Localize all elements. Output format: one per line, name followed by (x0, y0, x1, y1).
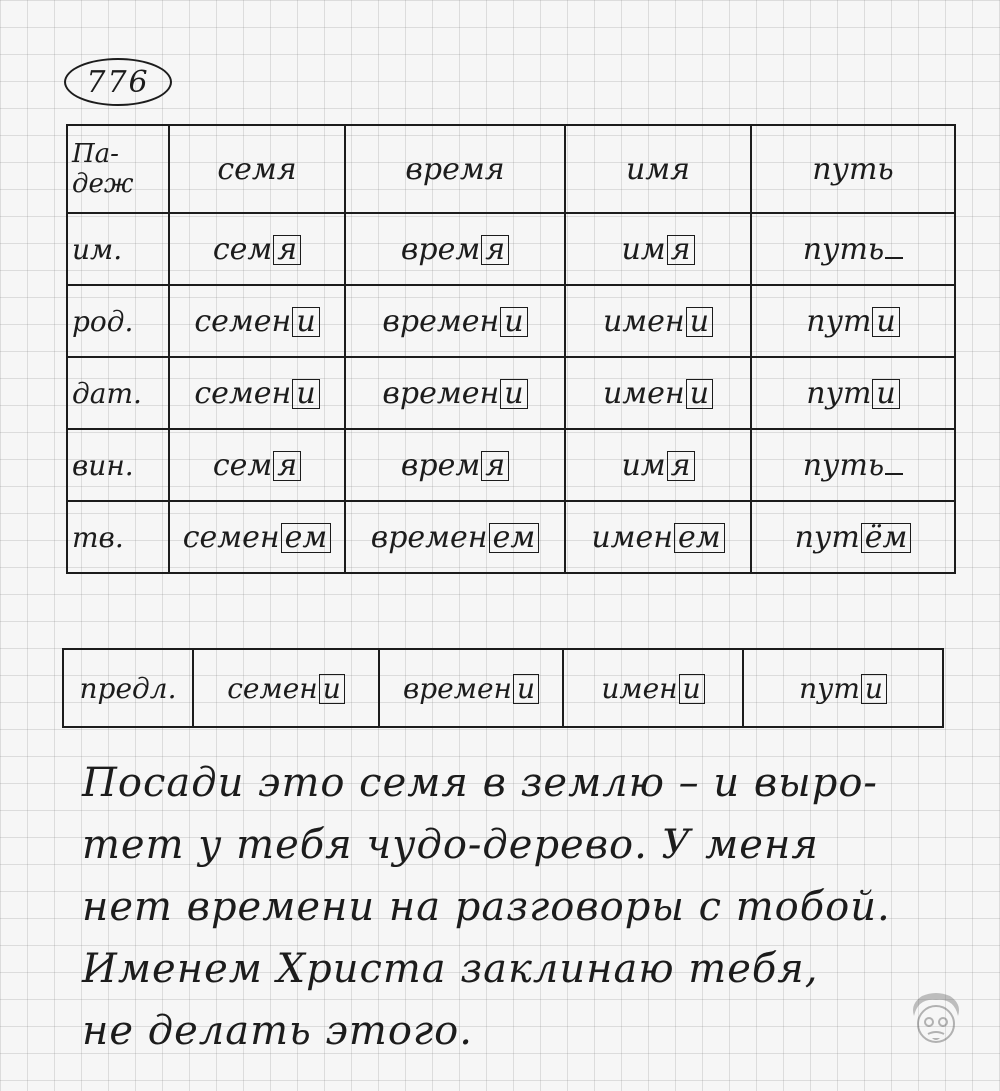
form-cell (379, 649, 563, 727)
form-cell (193, 649, 379, 727)
form-stem: имен (602, 375, 685, 411)
form-cell (345, 429, 565, 501)
form-cell (345, 357, 565, 429)
ending-box: я (667, 235, 695, 265)
table-row (67, 357, 955, 429)
case-header-line-2: деж (72, 169, 134, 199)
ending-box: я (481, 235, 509, 265)
case-header-cell (67, 125, 169, 213)
table-header-row (67, 125, 955, 213)
ending-box: и (319, 674, 345, 704)
case-label: предл. (63, 649, 193, 727)
form-stem: времен (370, 519, 488, 555)
form-stem: времен (382, 303, 500, 339)
form-cell (751, 357, 955, 429)
table-row (67, 429, 955, 501)
ending-box (885, 257, 903, 259)
table-row (67, 213, 955, 285)
form-cell (169, 501, 345, 573)
text-line: Посади это семя в землю – и выро- (82, 760, 878, 806)
form-stem: врем (400, 231, 481, 267)
form-cell (565, 285, 751, 357)
text-line: нет времени на разговоры с тобой. (82, 884, 891, 930)
ending-box: я (273, 235, 301, 265)
form-stem: времен (382, 375, 500, 411)
table-row (67, 501, 955, 573)
text-line: тет у тебя чудо-дерево. У меня (82, 822, 819, 868)
form-stem: путь (802, 447, 885, 483)
form-cell (565, 357, 751, 429)
table-row (67, 285, 955, 357)
form-cell (169, 429, 345, 501)
ending-box: я (481, 451, 509, 481)
ending-box: я (273, 451, 301, 481)
ending-box: и (500, 379, 527, 409)
form-stem: пут (806, 375, 872, 411)
word-header-semya: семя (169, 125, 345, 213)
form-stem: путь (802, 231, 885, 267)
form-cell (169, 357, 345, 429)
prepositional-table (62, 648, 944, 728)
form-stem: имен (601, 671, 678, 705)
ending-box: и (861, 674, 887, 704)
form-stem: семен (194, 375, 292, 411)
form-cell (751, 285, 955, 357)
ending-box: и (679, 674, 705, 704)
case-label: тв. (67, 501, 169, 573)
sentences-block (82, 752, 952, 1062)
form-cell (345, 501, 565, 573)
word-header-imya: имя (565, 125, 751, 213)
form-stem: врем (400, 447, 481, 483)
form-stem: имен (591, 519, 674, 555)
exercise-number: 776 (64, 58, 172, 106)
form-stem: имен (602, 303, 685, 339)
form-stem: им (621, 231, 666, 267)
table-row (63, 649, 943, 727)
text-line: не делать этого. (82, 1008, 473, 1054)
form-stem: сем (212, 231, 273, 267)
form-cell (751, 429, 955, 501)
form-cell (169, 285, 345, 357)
ending-box: ем (489, 523, 540, 553)
ending-box: ем (674, 523, 725, 553)
form-stem: пут (794, 519, 860, 555)
form-stem: им (621, 447, 666, 483)
ending-box: и (292, 379, 319, 409)
case-label: род. (67, 285, 169, 357)
word-header-vremya: время (345, 125, 565, 213)
ending-box (885, 473, 903, 475)
form-cell (751, 213, 955, 285)
form-cell (743, 649, 943, 727)
ending-box: и (686, 307, 713, 337)
ending-box: и (872, 307, 899, 337)
form-cell (565, 213, 751, 285)
word-header-put: путь (751, 125, 955, 213)
einstein-face-icon (904, 990, 968, 1054)
text-line: Именем Христа заклинаю тебя, (82, 946, 819, 992)
ending-box: и (686, 379, 713, 409)
case-label: вин. (67, 429, 169, 501)
ending-box: и (872, 379, 899, 409)
form-stem: семен (182, 519, 280, 555)
case-header-line-1: Па- (72, 139, 119, 169)
case-label: им. (67, 213, 169, 285)
form-stem: семен (194, 303, 292, 339)
form-cell (345, 213, 565, 285)
ending-box: и (292, 307, 319, 337)
form-stem: времен (402, 671, 512, 705)
form-stem: семен (227, 671, 318, 705)
case-label: дат. (67, 357, 169, 429)
ending-box: и (500, 307, 527, 337)
form-stem: пут (799, 671, 860, 705)
form-cell (565, 429, 751, 501)
ending-box: ём (861, 523, 912, 553)
ending-box: и (513, 674, 539, 704)
form-cell (563, 649, 743, 727)
ending-box: я (667, 451, 695, 481)
form-cell (565, 501, 751, 573)
form-cell (751, 501, 955, 573)
ending-box: ем (281, 523, 332, 553)
form-stem: сем (212, 447, 273, 483)
form-cell (345, 285, 565, 357)
form-cell (169, 213, 345, 285)
form-stem: пут (806, 303, 872, 339)
declension-table (66, 124, 956, 574)
